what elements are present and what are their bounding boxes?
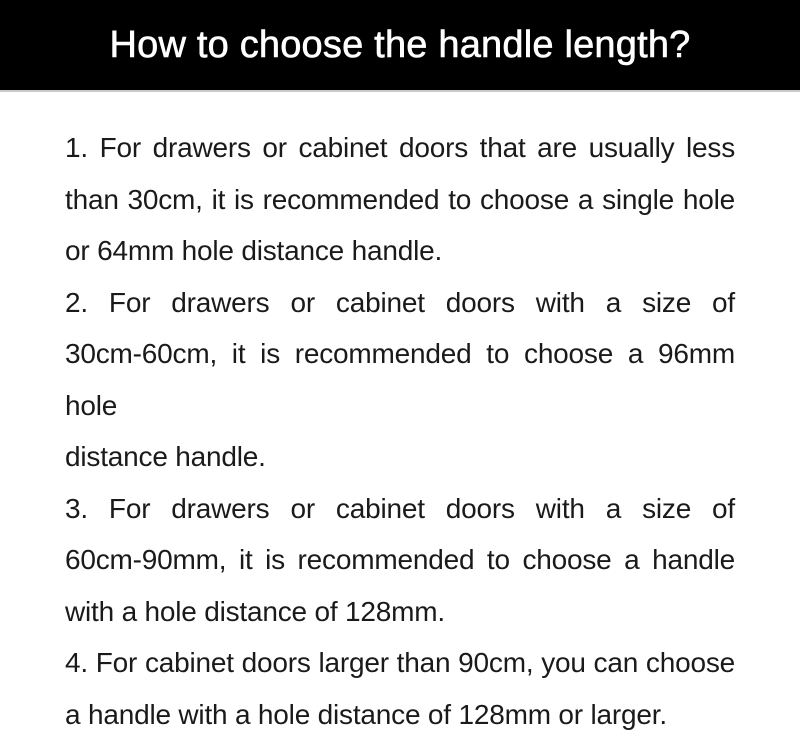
- instruction-paragraph-1: [65, 122, 735, 277]
- instructions-list: [0, 92, 800, 734]
- text-line: a handle with a hole distance of 128mm or larger.: [65, 698, 667, 730]
- text-line: than 30cm, it is recommended to choose a single hole: [65, 183, 735, 215]
- text-line: 30cm-60cm, it is recommended to choose a 96mm hole: [65, 338, 735, 421]
- instruction-paragraph-3: [65, 483, 735, 638]
- text-line: 2. For drawers or cabinet doors with a size of: [65, 286, 735, 318]
- text-line: 3. For drawers or cabinet doors with a size of: [65, 492, 735, 524]
- text-line: 1. For drawers or cabinet doors that are usually less: [65, 132, 735, 163]
- text-line: distance handle.: [65, 441, 266, 472]
- text-line: or 64mm hole distance handle.: [65, 235, 443, 266]
- instruction-paragraph-4: [65, 637, 735, 734]
- header-banner: [0, 0, 800, 92]
- text-line: 60cm-90mm, it is recommended to choose a handle: [65, 544, 735, 575]
- page-title: How to choose the handle length?: [109, 23, 691, 66]
- text-line: 4. For cabinet doors larger than 90cm, you can choose: [65, 647, 735, 678]
- text-line: with a hole distance of 128mm.: [65, 595, 445, 627]
- instruction-paragraph-2: [65, 277, 735, 483]
